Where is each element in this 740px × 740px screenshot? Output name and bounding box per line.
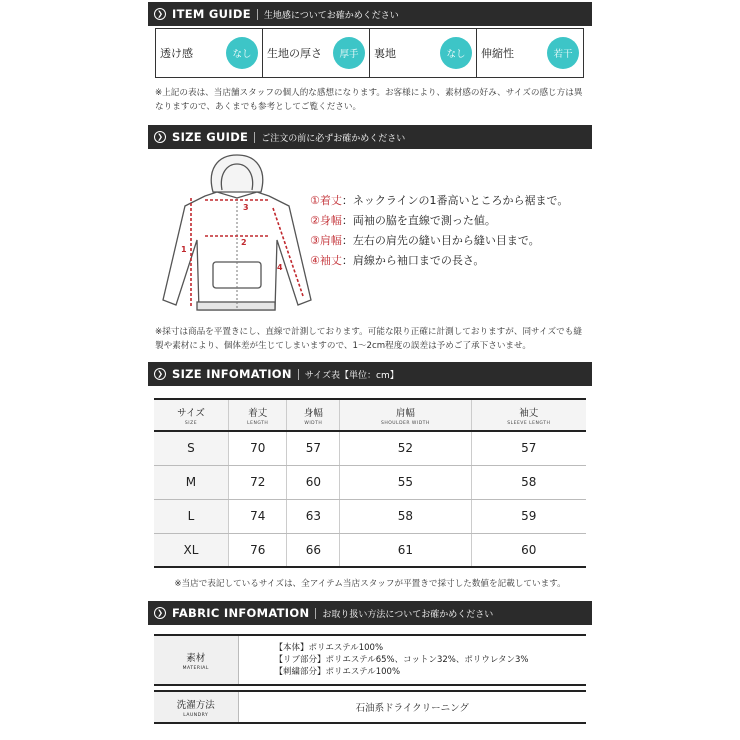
table-row <box>154 499 586 533</box>
feel-value-badge: なし <box>226 37 258 69</box>
size-table <box>154 398 586 568</box>
value-cell: 70 <box>228 431 286 465</box>
feel-cell-stretch <box>477 29 583 77</box>
size-guide-header <box>148 125 592 149</box>
fabric-info-subtitle: お取り扱い方法についてお確かめください <box>322 609 494 620</box>
value-cell: 66 <box>287 533 340 567</box>
divider <box>257 9 258 20</box>
col-header-size: サイズ SIZE <box>154 399 228 431</box>
circle-arrow-icon: ❯ <box>154 131 166 143</box>
circle-arrow-icon: ❯ <box>154 607 166 619</box>
size-info-header <box>148 362 592 386</box>
size-info-title: SIZE INFOMATION <box>172 367 292 381</box>
material-value <box>238 635 586 685</box>
size-cell: S <box>154 431 228 465</box>
feel-label: 透け感 <box>160 47 193 60</box>
value-cell: 72 <box>228 465 286 499</box>
value-cell: 58 <box>340 499 471 533</box>
value-cell: 59 <box>471 499 586 533</box>
material-line: 【リブ部分】ポリエステル65%、コットン32%、ポリウレタン3% <box>274 655 529 665</box>
size-info-subtitle: サイズ表【単位：cm】 <box>304 370 399 381</box>
fabric-info-title: FABRIC INFOMATION <box>172 606 310 620</box>
laundry-header: 洗濯方法 LAUNDRY <box>154 691 238 723</box>
feel-cell-sheerness <box>156 29 263 77</box>
table-row <box>154 533 586 567</box>
material-header: 素材 MATERIAL <box>154 635 238 685</box>
value-cell: 57 <box>287 431 340 465</box>
size-cell: XL <box>154 533 228 567</box>
item-guide-header <box>148 2 592 26</box>
hoodie-measurement-diagram <box>155 150 315 320</box>
size-guide-item-width: ②身幅：両袖の脇を直線で測った値。 <box>310 214 496 227</box>
fabric-feel-table <box>155 28 584 78</box>
size-guide-item-sleeve: ④袖丈：肩線から袖口までの長さ。 <box>310 254 485 267</box>
circle-arrow-icon: ❯ <box>154 368 166 380</box>
feel-label: 伸縮性 <box>481 47 514 60</box>
value-cell: 74 <box>228 499 286 533</box>
value-cell: 76 <box>228 533 286 567</box>
item-guide-note: ※上記の表は、当店舗スタッフの個人的な感想になります。お客様により、素材感の好み、サイズの感じ方は異なりますので、あくまでも参考としてご覧ください。 <box>155 88 583 112</box>
value-cell: 55 <box>340 465 471 499</box>
value-cell: 63 <box>287 499 340 533</box>
size-guide-item-shoulder: ③肩幅：左右の肩先の縫い目から縫い目まで。 <box>310 234 540 247</box>
table-row <box>154 465 586 499</box>
diagram-mark-shoulder: 3 <box>243 203 249 212</box>
size-guide-item-length: ①着丈：ネックラインの1番高いところから裾まで。 <box>310 194 569 207</box>
material-line: 【刺繍部分】ポリエステル100% <box>274 667 401 677</box>
value-cell: 61 <box>340 533 471 567</box>
feel-cell-thickness <box>263 29 370 77</box>
material-table <box>154 634 586 686</box>
table-row <box>154 431 586 465</box>
feel-value-badge: 厚手 <box>333 37 365 69</box>
size-guide-title: SIZE GUIDE <box>172 130 249 144</box>
size-cell: M <box>154 465 228 499</box>
diagram-mark-length: 1 <box>181 245 187 254</box>
size-table-header-row <box>154 399 586 431</box>
value-cell: 60 <box>287 465 340 499</box>
feel-value-badge: なし <box>440 37 472 69</box>
divider <box>298 369 299 380</box>
item-guide-title: ITEM GUIDE <box>172 7 251 21</box>
diagram-mark-width: 2 <box>241 238 247 247</box>
feel-value-badge: 若干 <box>547 37 579 69</box>
size-cell: L <box>154 499 228 533</box>
divider <box>254 132 255 143</box>
value-cell: 60 <box>471 533 586 567</box>
fabric-info-header <box>148 601 592 625</box>
value-cell: 58 <box>471 465 586 499</box>
size-info-note: ※当店で表記しているサイズは、全アイテム当店スタッフが平置きで採寸した数値を記載しています。 <box>174 579 566 589</box>
col-header-width: 身幅 WIDTH <box>287 399 340 431</box>
laundry-value: 石油系ドライクリーニング <box>238 691 586 723</box>
item-guide-subtitle: 生地感についてお確かめください <box>263 10 399 21</box>
col-header-sleeve: 袖丈 SLEEVE LENGTH <box>471 399 586 431</box>
material-line: 【本体】ポリエステル100% <box>274 643 384 653</box>
value-cell: 57 <box>471 431 586 465</box>
feel-cell-lining <box>370 29 477 77</box>
value-cell: 52 <box>340 431 471 465</box>
size-guide-subtitle: ご注文の前に必ずお確かめください <box>261 133 406 144</box>
feel-label: 生地の厚さ <box>267 47 322 60</box>
col-header-length: 着丈 LENGTH <box>228 399 286 431</box>
diagram-mark-sleeve: 4 <box>277 263 283 272</box>
feel-label: 裏地 <box>374 47 396 60</box>
circle-arrow-icon: ❯ <box>154 8 166 20</box>
laundry-table <box>154 690 586 724</box>
divider <box>315 608 316 619</box>
col-header-shoulder: 肩幅 SHOULDER WIDTH <box>340 399 471 431</box>
size-guide-note: ※採寸は商品を平置きにし、直線で計測しております。可能な限り正確に計測しておりますが、同サイズでも縫製や素材により、個体差が生じてしまいますので、1〜2cm程度の誤差は予めご了承下さいませ。 <box>155 327 582 351</box>
